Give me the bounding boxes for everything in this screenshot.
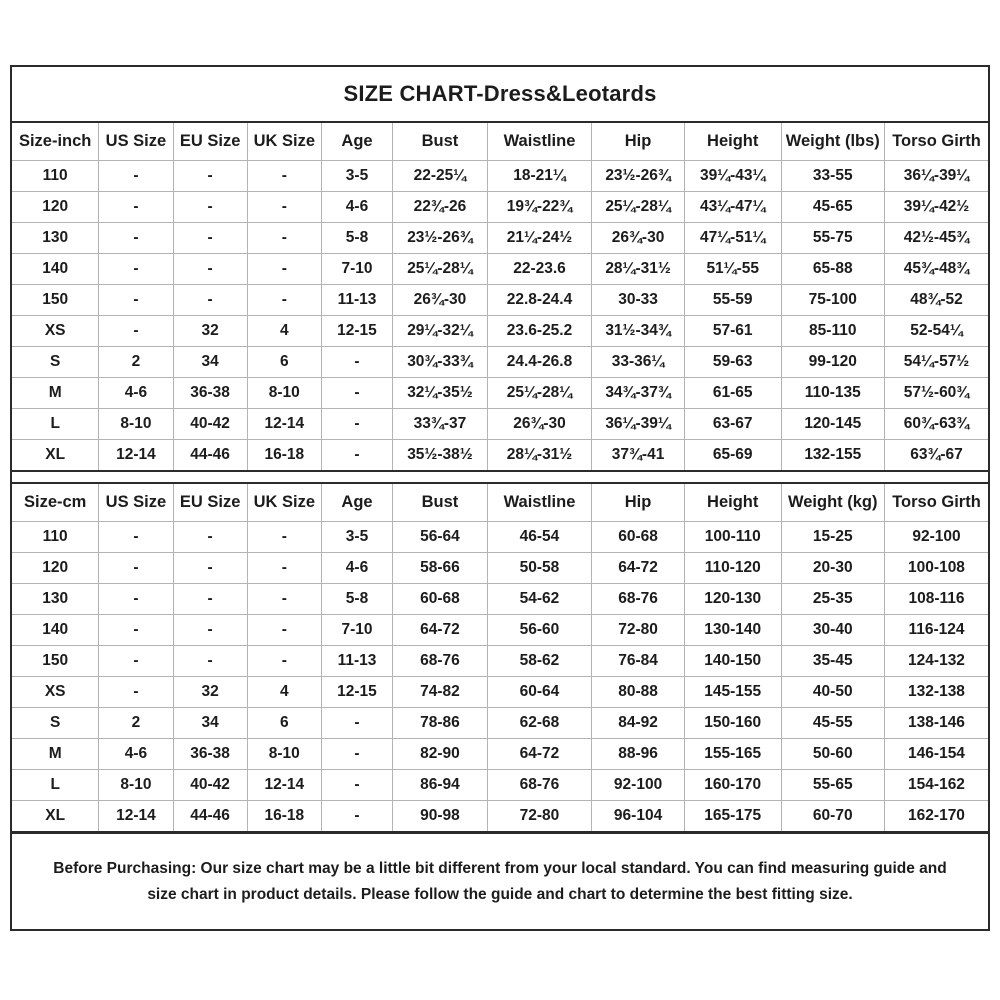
- table-cell: 50-60: [781, 738, 884, 769]
- table-cell: 3-5: [321, 160, 392, 191]
- table-cell: -: [247, 645, 321, 676]
- page-title: SIZE CHART-Dress&Leotards: [12, 67, 988, 123]
- table-cell: 80-88: [592, 676, 685, 707]
- column-header: Weight (lbs): [781, 123, 884, 160]
- table-row: [12, 769, 988, 800]
- table-cell: 85-110: [781, 315, 884, 346]
- table-cell: 74-82: [393, 676, 488, 707]
- table-cell: 33¾-37: [393, 408, 488, 439]
- table-cell: 45-65: [781, 191, 884, 222]
- table-cell: 165-175: [684, 800, 781, 831]
- table-cell: 57-61: [684, 315, 781, 346]
- table-cell: -: [173, 284, 247, 315]
- table-cell: 47¼-51¼: [684, 222, 781, 253]
- table-row: [12, 222, 988, 253]
- purchase-note-line2: size chart in product details. Please follow the guide and chart to determine the best fitting size.: [147, 885, 853, 903]
- table-cell: 90-98: [393, 800, 488, 831]
- table-cell: 28¼-31½: [487, 439, 591, 470]
- table-cell: -: [321, 800, 392, 831]
- row-label: M: [12, 738, 99, 769]
- table-cell: -: [173, 645, 247, 676]
- table-cell: 12-15: [321, 676, 392, 707]
- header-row: [12, 484, 988, 521]
- table-cell: -: [321, 707, 392, 738]
- row-label: 110: [12, 160, 99, 191]
- column-header: Waistline: [487, 123, 591, 160]
- purchase-note-line1: Before Purchasing: Our size chart may be a little bit different from your local standard. You can find measuring guide and: [53, 859, 947, 877]
- table-cell: 86-94: [393, 769, 488, 800]
- table-cell: 32¼-35½: [393, 377, 488, 408]
- table-cell: 34: [173, 346, 247, 377]
- table-cell: 30-40: [781, 614, 884, 645]
- table-cell: 21¼-24½: [487, 222, 591, 253]
- table-cell: 63¾-67: [884, 439, 988, 470]
- table-cell: 63-67: [684, 408, 781, 439]
- table-cell: 20-30: [781, 552, 884, 583]
- table-row: [12, 521, 988, 552]
- table-cell: -: [321, 408, 392, 439]
- table-cell: 64-72: [487, 738, 591, 769]
- table-cell: 100-110: [684, 521, 781, 552]
- table-cell: 32: [173, 315, 247, 346]
- table-cell: 54-62: [487, 583, 591, 614]
- table-cell: 130-140: [684, 614, 781, 645]
- row-label: 140: [12, 253, 99, 284]
- table-cell: 4-6: [99, 738, 173, 769]
- row-label: 110: [12, 521, 99, 552]
- table-cell: 30-33: [592, 284, 685, 315]
- table-cell: -: [99, 583, 173, 614]
- column-header: Height: [684, 123, 781, 160]
- table-cell: 132-138: [884, 676, 988, 707]
- column-header: Weight (kg): [781, 484, 884, 521]
- table-cell: -: [321, 377, 392, 408]
- table-row: [12, 614, 988, 645]
- table-cell: -: [99, 253, 173, 284]
- table-cell: 99-120: [781, 346, 884, 377]
- table-cell: 35½-38½: [393, 439, 488, 470]
- table-cell: 23½-26¾: [592, 160, 685, 191]
- table-cell: -: [99, 521, 173, 552]
- table-cell: 36-38: [173, 377, 247, 408]
- table-cell: 25¼-28¼: [487, 377, 591, 408]
- table-cell: 19¾-22¾: [487, 191, 591, 222]
- table-cell: 40-42: [173, 769, 247, 800]
- column-header: Hip: [592, 123, 685, 160]
- table-cell: 36¼-39¼: [884, 160, 988, 191]
- table-cell: 57½-60¾: [884, 377, 988, 408]
- table-cell: 55-65: [781, 769, 884, 800]
- table-cell: 48¾-52: [884, 284, 988, 315]
- table-cell: 22-23.6: [487, 253, 591, 284]
- table-cell: 46-54: [487, 521, 591, 552]
- row-label: 130: [12, 222, 99, 253]
- table-cell: 146-154: [884, 738, 988, 769]
- table-cell: -: [173, 191, 247, 222]
- table-cell: 110-135: [781, 377, 884, 408]
- table-cell: 4: [247, 676, 321, 707]
- table-cell: -: [173, 253, 247, 284]
- column-header: Hip: [592, 484, 685, 521]
- table-cell: -: [99, 676, 173, 707]
- table-cell: 108-116: [884, 583, 988, 614]
- table-cell: 22-25¼: [393, 160, 488, 191]
- table-cell: 15-25: [781, 521, 884, 552]
- table-cell: 26¾-30: [393, 284, 488, 315]
- table-cell: 58-66: [393, 552, 488, 583]
- row-label: 150: [12, 284, 99, 315]
- row-label: XS: [12, 315, 99, 346]
- table-cell: 24.4-26.8: [487, 346, 591, 377]
- table-cell: 50-58: [487, 552, 591, 583]
- row-label: 150: [12, 645, 99, 676]
- table-cell: 68-76: [592, 583, 685, 614]
- table-cell: 56-60: [487, 614, 591, 645]
- table-cell: 92-100: [884, 521, 988, 552]
- size-table-cm: [12, 484, 988, 831]
- table-cell: 30¾-33¾: [393, 346, 488, 377]
- table-cell: 22.8-24.4: [487, 284, 591, 315]
- table-cell: 8-10: [247, 377, 321, 408]
- table-cell: 82-90: [393, 738, 488, 769]
- table-cell: 43¼-47¼: [684, 191, 781, 222]
- table-cell: -: [99, 284, 173, 315]
- table-cell: 25-35: [781, 583, 884, 614]
- row-label: 140: [12, 614, 99, 645]
- table-cell: 33-36¼: [592, 346, 685, 377]
- table-cell: 132-155: [781, 439, 884, 470]
- table-cell: 45¾-48¾: [884, 253, 988, 284]
- purchase-note: [12, 831, 988, 929]
- row-label: M: [12, 377, 99, 408]
- table-cell: 145-155: [684, 676, 781, 707]
- table-cell: 16-18: [247, 439, 321, 470]
- table-cell: 36¼-39¼: [592, 408, 685, 439]
- row-label: XS: [12, 676, 99, 707]
- table-cell: 34¾-37¾: [592, 377, 685, 408]
- table-cell: 62-68: [487, 707, 591, 738]
- table-cell: -: [247, 191, 321, 222]
- column-header: Age: [321, 123, 392, 160]
- table-cell: 64-72: [592, 552, 685, 583]
- table-row: [12, 191, 988, 222]
- table-cell: 44-46: [173, 439, 247, 470]
- table-cell: -: [99, 315, 173, 346]
- table-cell: 18-21¼: [487, 160, 591, 191]
- table-cell: 12-14: [247, 769, 321, 800]
- row-label: XL: [12, 439, 99, 470]
- column-header: Bust: [393, 123, 488, 160]
- table-cell: 33-55: [781, 160, 884, 191]
- table-cell: -: [321, 346, 392, 377]
- table-cell: 11-13: [321, 645, 392, 676]
- table-cell: 51¼-55: [684, 253, 781, 284]
- table-cell: -: [247, 253, 321, 284]
- table-row: [12, 707, 988, 738]
- column-header: Torso Girth: [884, 484, 988, 521]
- table-cell: 12-14: [247, 408, 321, 439]
- table-cell: 150-160: [684, 707, 781, 738]
- table-cell: 88-96: [592, 738, 685, 769]
- table-cell: 25¼-28¼: [592, 191, 685, 222]
- table-cell: -: [99, 645, 173, 676]
- table-cell: 52-54¼: [884, 315, 988, 346]
- table-cell: 75-100: [781, 284, 884, 315]
- table-cell: 162-170: [884, 800, 988, 831]
- table-cell: 12-14: [99, 800, 173, 831]
- table-cell: 22¾-26: [393, 191, 488, 222]
- table-cell: 61-65: [684, 377, 781, 408]
- table-cell: -: [247, 552, 321, 583]
- column-header: Waistline: [487, 484, 591, 521]
- table-cell: 32: [173, 676, 247, 707]
- table-cell: 68-76: [393, 645, 488, 676]
- table-cell: 60-68: [592, 521, 685, 552]
- table-cell: 5-8: [321, 222, 392, 253]
- table-cell: 138-146: [884, 707, 988, 738]
- table-cell: -: [321, 769, 392, 800]
- table-cell: 42½-45¾: [884, 222, 988, 253]
- table-cell: 60-68: [393, 583, 488, 614]
- table-cell: 16-18: [247, 800, 321, 831]
- table-cell: -: [247, 222, 321, 253]
- row-label: S: [12, 346, 99, 377]
- table-cell: 8-10: [247, 738, 321, 769]
- table-row: [12, 408, 988, 439]
- table-cell: 55-59: [684, 284, 781, 315]
- row-label: L: [12, 408, 99, 439]
- row-label: L: [12, 769, 99, 800]
- table-separator: [12, 470, 988, 484]
- table-row: [12, 800, 988, 831]
- table-cell: 25¼-28¼: [393, 253, 488, 284]
- table-row: [12, 645, 988, 676]
- table-cell: 26¾-30: [592, 222, 685, 253]
- table-row: [12, 738, 988, 769]
- table-cell: 92-100: [592, 769, 685, 800]
- row-label: 120: [12, 552, 99, 583]
- column-header: UK Size: [247, 123, 321, 160]
- row-label: S: [12, 707, 99, 738]
- table-cell: -: [173, 521, 247, 552]
- table-row: [12, 552, 988, 583]
- row-label: 120: [12, 191, 99, 222]
- table-cell: -: [99, 160, 173, 191]
- table-cell: -: [321, 738, 392, 769]
- table-cell: 26¾-30: [487, 408, 591, 439]
- table-cell: 28¼-31½: [592, 253, 685, 284]
- table-cell: 124-132: [884, 645, 988, 676]
- table-row: [12, 583, 988, 614]
- table-cell: 65-88: [781, 253, 884, 284]
- table-cell: 35-45: [781, 645, 884, 676]
- table-cell: 23½-26¾: [393, 222, 488, 253]
- table-row: [12, 284, 988, 315]
- column-header: Age: [321, 484, 392, 521]
- table-row: [12, 377, 988, 408]
- table-cell: 160-170: [684, 769, 781, 800]
- size-table-inch: [12, 123, 988, 470]
- table-cell: 59-63: [684, 346, 781, 377]
- table-cell: 65-69: [684, 439, 781, 470]
- row-label: XL: [12, 800, 99, 831]
- table-cell: 100-108: [884, 552, 988, 583]
- table-cell: 72-80: [487, 800, 591, 831]
- table-cell: 2: [99, 707, 173, 738]
- table-cell: 110-120: [684, 552, 781, 583]
- table-cell: 37¾-41: [592, 439, 685, 470]
- table-cell: -: [99, 222, 173, 253]
- table-row: [12, 346, 988, 377]
- table-cell: 84-92: [592, 707, 685, 738]
- table-cell: 60¾-63¾: [884, 408, 988, 439]
- table-cell: 4-6: [99, 377, 173, 408]
- table-cell: 78-86: [393, 707, 488, 738]
- table-cell: 72-80: [592, 614, 685, 645]
- table-cell: -: [247, 583, 321, 614]
- table-row: [12, 253, 988, 284]
- table-cell: 34: [173, 707, 247, 738]
- table-cell: 5-8: [321, 583, 392, 614]
- table-cell: -: [173, 222, 247, 253]
- column-header: Torso Girth: [884, 123, 988, 160]
- table-cell: 54¼-57½: [884, 346, 988, 377]
- table-cell: 6: [247, 707, 321, 738]
- table-cell: 29¼-32¼: [393, 315, 488, 346]
- table-cell: 155-165: [684, 738, 781, 769]
- size-chart-container: [10, 65, 990, 931]
- table-cell: 58-62: [487, 645, 591, 676]
- table-cell: 120-130: [684, 583, 781, 614]
- table-cell: 44-46: [173, 800, 247, 831]
- table-cell: 7-10: [321, 253, 392, 284]
- table-cell: 40-42: [173, 408, 247, 439]
- table-cell: 39¼-43¼: [684, 160, 781, 191]
- table-cell: 154-162: [884, 769, 988, 800]
- table-cell: -: [99, 552, 173, 583]
- row-label: 130: [12, 583, 99, 614]
- column-header: Size-cm: [12, 484, 99, 521]
- table-row: [12, 439, 988, 470]
- table-cell: 116-124: [884, 614, 988, 645]
- table-cell: 12-14: [99, 439, 173, 470]
- table-cell: 12-15: [321, 315, 392, 346]
- table-cell: 76-84: [592, 645, 685, 676]
- table-cell: 4-6: [321, 552, 392, 583]
- column-header: Bust: [393, 484, 488, 521]
- column-header: US Size: [99, 123, 173, 160]
- column-header: US Size: [99, 484, 173, 521]
- table-cell: 4-6: [321, 191, 392, 222]
- table-row: [12, 676, 988, 707]
- table-cell: -: [247, 521, 321, 552]
- table-cell: 8-10: [99, 769, 173, 800]
- table-cell: -: [321, 439, 392, 470]
- column-header: Size-inch: [12, 123, 99, 160]
- table-cell: 140-150: [684, 645, 781, 676]
- table-cell: -: [99, 614, 173, 645]
- table-cell: -: [173, 614, 247, 645]
- table-cell: 2: [99, 346, 173, 377]
- column-header: EU Size: [173, 123, 247, 160]
- table-cell: 8-10: [99, 408, 173, 439]
- column-header: UK Size: [247, 484, 321, 521]
- table-cell: 23.6-25.2: [487, 315, 591, 346]
- column-header: EU Size: [173, 484, 247, 521]
- table-cell: -: [247, 160, 321, 191]
- table-cell: 60-70: [781, 800, 884, 831]
- table-cell: 31½-34¾: [592, 315, 685, 346]
- table-cell: -: [173, 160, 247, 191]
- table-cell: 60-64: [487, 676, 591, 707]
- table-cell: 68-76: [487, 769, 591, 800]
- table-cell: 36-38: [173, 738, 247, 769]
- column-header: Height: [684, 484, 781, 521]
- table-cell: 45-55: [781, 707, 884, 738]
- table-cell: -: [173, 583, 247, 614]
- table-cell: 56-64: [393, 521, 488, 552]
- table-cell: 39¼-42½: [884, 191, 988, 222]
- table-cell: 40-50: [781, 676, 884, 707]
- table-cell: 96-104: [592, 800, 685, 831]
- header-row: [12, 123, 988, 160]
- table-cell: 6: [247, 346, 321, 377]
- table-cell: -: [173, 552, 247, 583]
- table-cell: 4: [247, 315, 321, 346]
- table-cell: 120-145: [781, 408, 884, 439]
- table-row: [12, 315, 988, 346]
- table-cell: 11-13: [321, 284, 392, 315]
- table-row: [12, 160, 988, 191]
- table-cell: 64-72: [393, 614, 488, 645]
- table-cell: -: [99, 191, 173, 222]
- table-cell: -: [247, 614, 321, 645]
- table-cell: 3-5: [321, 521, 392, 552]
- table-cell: 55-75: [781, 222, 884, 253]
- table-cell: 7-10: [321, 614, 392, 645]
- table-cell: -: [247, 284, 321, 315]
